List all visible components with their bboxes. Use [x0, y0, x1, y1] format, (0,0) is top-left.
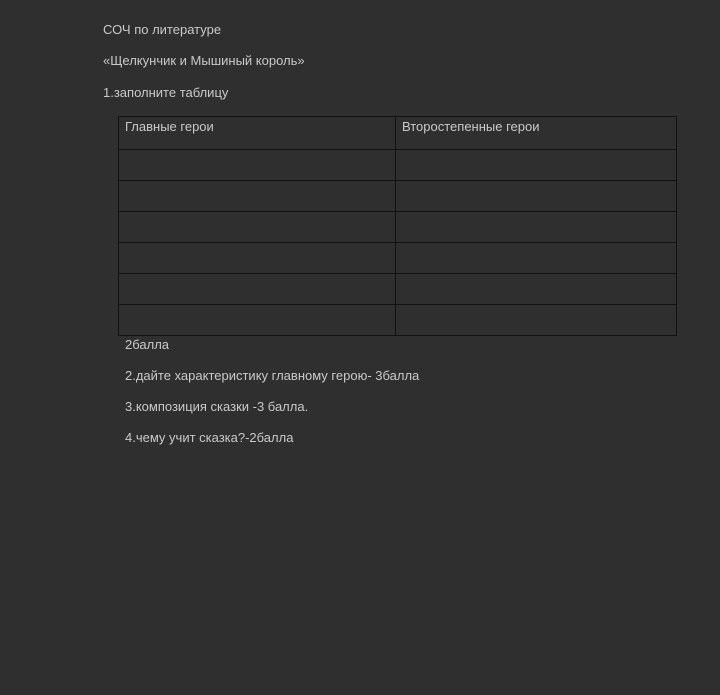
task-1-score: 2балла: [125, 337, 170, 352]
table-cell: [119, 150, 396, 181]
table-cell: [119, 212, 396, 243]
document-title: СОЧ по литературе: [103, 22, 222, 37]
table-cell: [396, 274, 677, 305]
table-row: [119, 150, 677, 181]
table-cell: [119, 181, 396, 212]
table-row: [119, 212, 677, 243]
table-header-row: [119, 117, 677, 150]
table-cell: [119, 243, 396, 274]
table-row: [119, 305, 677, 336]
task-1-text: 1.заполните таблицу: [103, 85, 229, 100]
table-cell: [119, 274, 396, 305]
document-subtitle: «Щелкунчик и Мышиный король»: [103, 53, 305, 68]
table-row: [119, 274, 677, 305]
table-cell: [119, 305, 396, 336]
task-2-text: 2.дайте характеристику главному герою- 3балла: [125, 368, 420, 383]
table-cell: [396, 243, 677, 274]
header-secondary-heroes: Второстепенные герои: [396, 117, 677, 150]
task-3-text: 3.композиция сказки -3 балла.: [125, 399, 309, 414]
table-row: [119, 181, 677, 212]
table-cell: [396, 181, 677, 212]
task-4-text: 4.чему учит сказка?-2балла: [125, 430, 294, 445]
table-cell: [396, 305, 677, 336]
table-row: [119, 243, 677, 274]
table-cell: [396, 212, 677, 243]
header-main-heroes: Главные герои: [119, 117, 396, 150]
table-body: [119, 150, 677, 336]
table-cell: [396, 150, 677, 181]
heroes-table: [118, 116, 677, 336]
